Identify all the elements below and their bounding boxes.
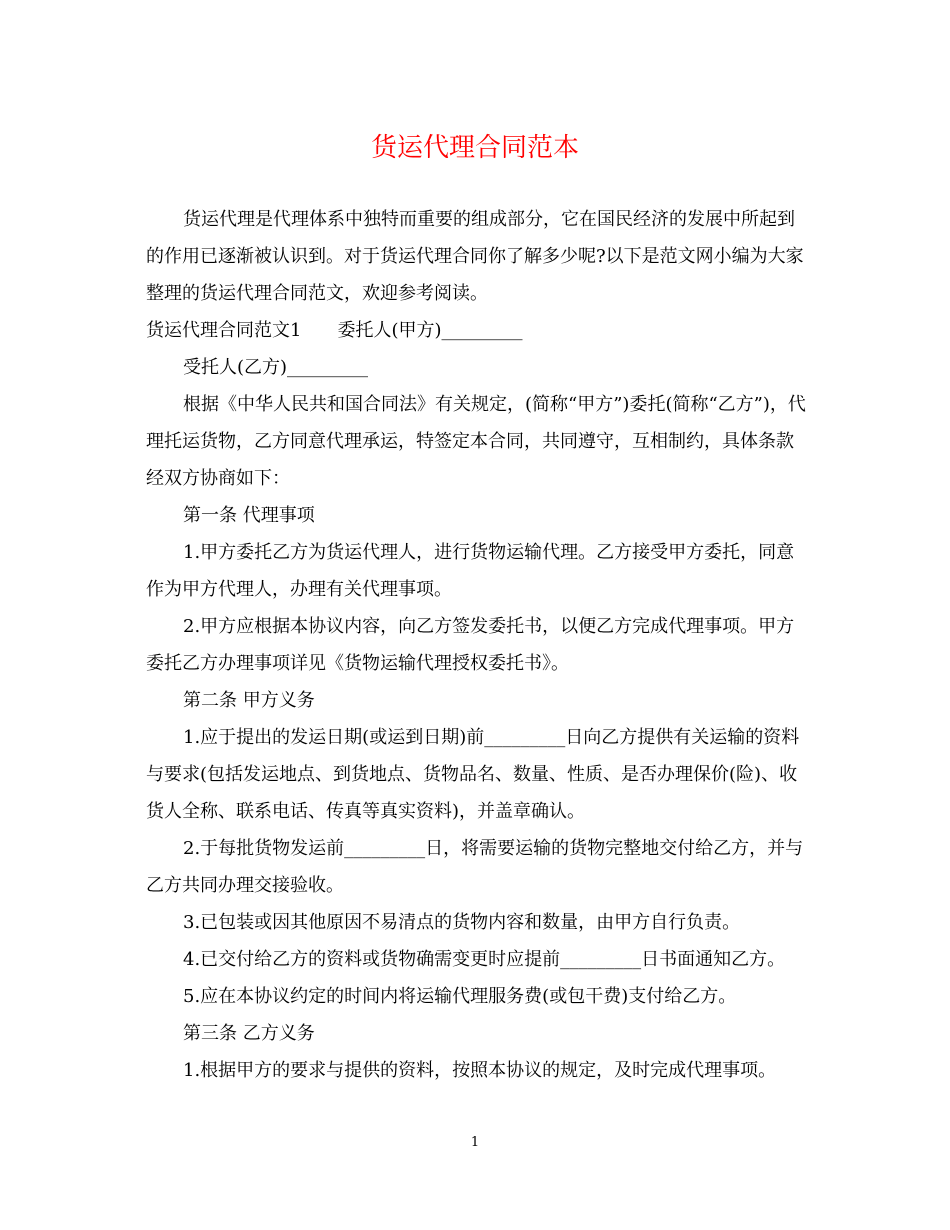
agent-line: 受托人(乙方)_________ <box>183 357 369 378</box>
document-title: 货运代理合同范本 <box>370 133 579 163</box>
article-one-item-1: 1.甲方委托乙方为货运代理人，进行货物运输代理。乙方接受甲方委托，同意作为甲方代理人，办理有关代理事项。 <box>146 542 795 600</box>
article-three-item-1: 1.根据甲方的要求与提供的资料，按照本协议的规定，及时完成代理事项。 <box>183 1060 777 1081</box>
document-body <box>146 201 806 1089</box>
legal-basis-paragraph: 根据《中华人民共和国合同法》有关规定，(简称“甲方”)委托(简称“乙方”)，代理托运货物，乙方同意代理承运，特签定本合同，共同遵守，互相制约，具体条款经双方协商如下： <box>146 394 806 489</box>
article-two-item-5: 5.应在本协议约定的时间内将运输代理服务费(或包干费)支付给乙方。 <box>183 986 737 1007</box>
article-one-heading: 第一条 代理事项 <box>183 505 315 526</box>
intro-paragraph: 货运代理是代理体系中独特而重要的组成部分，它在国民经济的发展中所起到的作用已逐渐被认识到。对于货运代理合同你了解多少呢?以下是范文网小编为大家整理的货运代理合同范文，欢迎参考阅读。 <box>146 209 804 304</box>
contract-heading-and-principal: 货运代理合同范文1 委托人(甲方)_________ <box>146 320 523 341</box>
article-two-heading: 第二条 甲方义务 <box>183 690 315 711</box>
article-one-item-2: 2.甲方应根据本协议内容，向乙方签发委托书，以便乙方完成代理事项。甲方委托乙方办理事项详见《货物运输代理授权委托书》。 <box>146 616 795 674</box>
page-number: 1 <box>470 1135 480 1150</box>
article-two-item-3: 3.已包装或因其他原因不易清点的货物内容和数量，由甲方自行负责。 <box>183 912 741 933</box>
article-two-item-2: 2.于每批货物发运前_________日，将需要运输的货物完整地交付给乙方，并与乙方共同办理交接验收。 <box>146 838 804 896</box>
article-two-item-1: 1.应于提出的发运日期(或运到日期)前_________日向乙方提供有关运输的资料与要求(包括发运地点、到货地点、货物品名、数量、性质、是否办理保价(险)、收货人全称、联系电话、传真等真实资料)，并盖章确认。 <box>146 727 800 822</box>
article-three-heading: 第三条 乙方义务 <box>183 1023 315 1044</box>
article-two-item-4: 4.已交付给乙方的资料或货物确需变更时应提前_________日书面通知乙方。 <box>183 949 786 970</box>
